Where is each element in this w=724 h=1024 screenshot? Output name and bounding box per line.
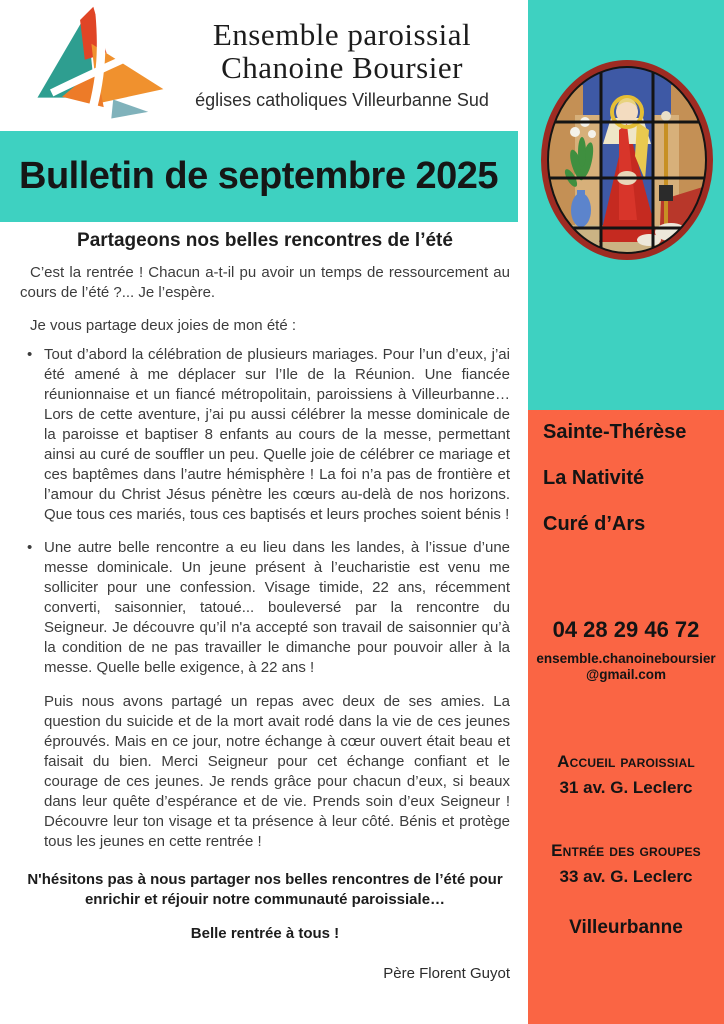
parish-subtitle: églises catholiques Villeurbanne Sud (195, 90, 489, 110)
bulletin-banner (0, 131, 518, 222)
groupes-address: 33 av. G. Leclerc (559, 867, 693, 886)
parish-title-line1: Ensemble paroissial (212, 17, 472, 52)
church-name-sainte-therese: Sainte-Thérèse (543, 421, 687, 443)
church-name-la-nativite: La Nativité (543, 467, 645, 489)
article-heading: Partageons nos belles rencontres de l’été (77, 230, 453, 251)
groupes-label: Entrée des groupes (551, 841, 701, 860)
accueil-address: 31 av. G. Leclerc (559, 778, 693, 797)
sidebar (528, 0, 724, 1024)
city-name: Villeurbanne (569, 917, 683, 938)
intro-paragraph-1: C’est la rentrée ! Chacun a-t-il pu avoir un temps de ressourcement au cours de l’été ?... Je l’espère. (20, 264, 510, 301)
stained-glass-icon (541, 60, 713, 260)
email-line2: @gmail.com (586, 667, 666, 682)
accueil-label: Accueil paroissial (557, 752, 695, 771)
continuation-paragraph: Puis nous avons partagé un repas avec deux de ses amies. La question du suicide et de la mort avait rodé dans la vie de ces jeunes éprouvés. Mais en ce jour, notre échange à cœur ouvert était beau et faisait du bien. Merci Seigneur pour cet échange confiant et le courage de ces jeunes. Je rends grâce pour chacun d’eux, si beaux dans leur quête d’espérance et de vie. Prends soin d’eux Seigneur ! Découvre leur ton visage et ta présence à leur côté. Bénis et protège tous les jeunes en cette rentrée ! (44, 693, 510, 850)
email-line1: ensemble.chanoineboursier (536, 651, 716, 666)
bullet-item-mariages: • Tout d’abord la célébration de plusieurs mariages. Pour l’un d’eux, j’ai été amené à me déplacer sur l’Ile de la Réunion. Une fiancée réunionnaise et un fiancé métropolitain, paroissiens à Villeurbanne… Lors de cette aventure, j’ai pu aussi célébrer la messe dominicale de la paroisse et baptiser 8 enfants au cours de la messe, permettant ainsi au curé de souffler un peu. Quelle joie de célébrer ce mariage et ces baptêmes dans l’autre hémisphère ! La foi n’a pas de frontière et l’amour du Christ Jésus pénètre les cœurs au-delà de nos horizons. Que tous ces mariés, tous ces baptisés et leurs proches soient bénis ! (44, 345, 510, 525)
church-name-cure-dars: Curé d’Ars (543, 513, 646, 535)
accueil-block (528, 753, 724, 796)
header (0, 0, 518, 131)
email-address (528, 651, 724, 683)
sidebar-top-panel (528, 0, 724, 410)
church-list (528, 410, 724, 534)
intro-paragraph-2: Je vous partage deux joies de mon été : (30, 317, 297, 334)
bulletin-banner-title: Bulletin de septembre 2025 (19, 155, 499, 197)
bullet-item-rencontre: • Une autre belle rencontre a eu lieu dans les landes, à l’issue d’une messe dominicale. Un jeune présent à l’eucharistie est venu me solliciter pour une confession. Visage timide, 22 ans, récemment converti, saisonnier, tatoué... bouleversé par la rencontre du Seigneur. Je découvre qu’il n'a accepté son travail de saisonnier qu’à la condition de ne pas travailler le dimanche pour pouvoir aller à la messe. Quelle belle exigence, à 22 ans ! (44, 538, 510, 678)
signature: Père Florent Guyot (383, 965, 510, 982)
parish-titles (168, 18, 516, 110)
sidebar-info-panel (528, 410, 724, 1024)
groupes-block (528, 842, 724, 885)
parish-logo (28, 4, 170, 126)
article (0, 222, 518, 984)
parish-logo-icon (28, 4, 170, 126)
parish-title-line2: Chanoine Boursier (221, 50, 463, 85)
closing-statement: N'hésitons pas à nous partager nos belles rencontres de l’été pour enrichir et réjouir notre communauté paroissiale… (27, 871, 503, 908)
bullet-list (20, 345, 510, 678)
phone-number: 04 28 29 46 72 (552, 617, 700, 642)
farewell-line: Belle rentrée à tous ! (190, 925, 340, 942)
stained-glass-image (541, 60, 713, 260)
